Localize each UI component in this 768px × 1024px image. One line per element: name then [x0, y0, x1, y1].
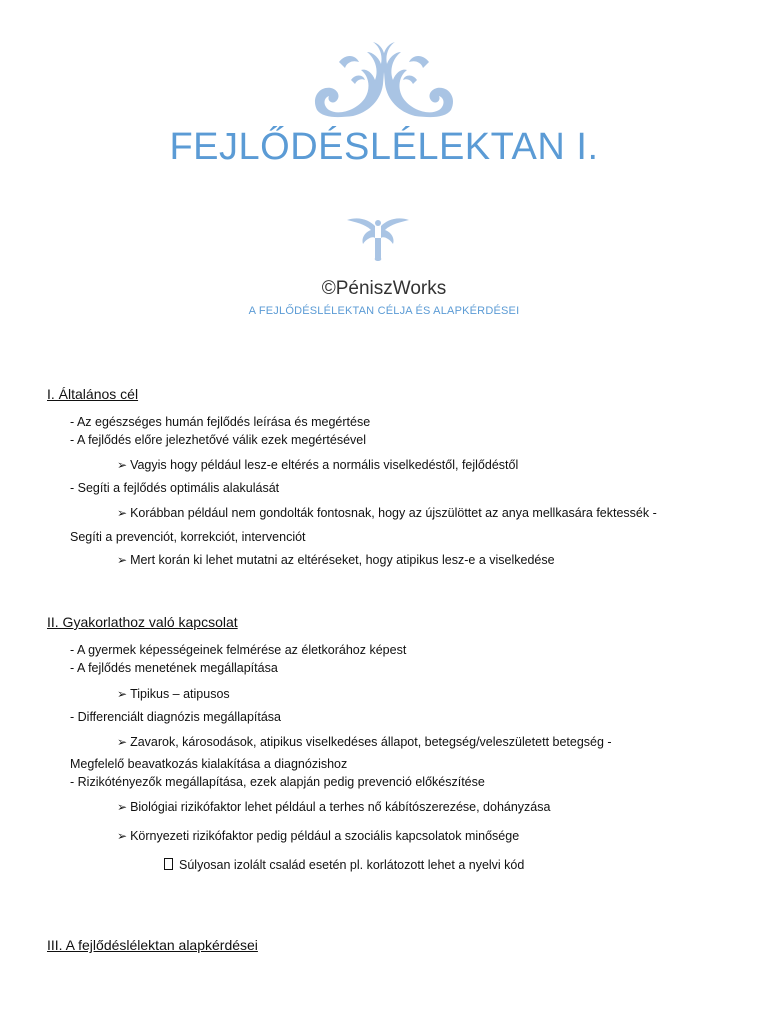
square-bullet-icon: [164, 858, 173, 870]
floral-divider-icon: [345, 214, 411, 264]
floral-ornament-icon: [309, 40, 459, 118]
list-item: - Segíti a fejlődés optimális alakulását: [70, 481, 280, 495]
list-item: ➢ Környezeti rizikófaktor pedig például a szociális kapcsolatok minősége: [117, 829, 520, 843]
author-credit: ©PéniszWorks: [321, 278, 447, 299]
arrow-bullet-icon: ➢: [117, 506, 128, 520]
arrow-bullet-icon: ➢: [117, 687, 128, 701]
list-item: ➢ Tipikus – atipusos: [117, 687, 230, 701]
arrow-bullet-icon: ➢: [117, 458, 128, 472]
section-heading-2: II. Gyakorlathoz való kapcsolat: [47, 614, 238, 630]
list-item: ➢ Mert korán ki lehet mutatni az eltéréseket, hogy atipikus lesz-e a viselkedése: [117, 553, 555, 567]
section-heading-1: I. Általános cél: [47, 386, 139, 402]
document-subtitle: A FEJLŐDÉSLÉLEKTAN CÉLJA ÉS ALAPKÉRDÉSEI: [248, 305, 520, 317]
list-item: - Az egészséges humán fejlődés leírása és megértése: [70, 415, 371, 429]
list-item: - A gyermek képességeinek felmérése az életkorához képest: [70, 643, 407, 657]
list-item: - A fejlődés menetének megállapítása: [70, 661, 278, 675]
list-item: Megfelelő beavatkozás kialakítása a diagnózishoz: [70, 757, 348, 771]
arrow-bullet-icon: ➢: [117, 829, 128, 843]
list-item: - Rizikótényezők megállapítása, ezek alapján pedig prevenció előkészítése: [70, 775, 485, 789]
list-item: ➢ Biológiai rizikófaktor lehet például a terhes nő kábítószerezése, dohányzása: [117, 800, 551, 814]
list-item: ➢ Korábban például nem gondolták fontosnak, hogy az újszülöttet az anya mellkasára fektessék -: [117, 506, 657, 520]
document-title: FEJLŐDÉSLÉLEKTAN I.: [169, 126, 599, 168]
list-item: - Differenciált diagnózis megállapítása: [70, 710, 281, 724]
arrow-bullet-icon: ➢: [117, 553, 128, 567]
list-item: - A fejlődés előre jelezhetővé válik ezek megértésével: [70, 433, 366, 447]
section-heading-3: III. A fejlődéslélektan alapkérdései: [47, 937, 258, 953]
list-item: Súlyosan izolált család esetén pl. korlátozott lehet a nyelvi kód: [164, 858, 524, 872]
list-item: ➢ Zavarok, károsodások, atipikus viselkedéses állapot, betegség/veleszületett betegség -: [117, 735, 612, 749]
list-item: Segíti a prevenciót, korrekciót, intervenciót: [70, 530, 306, 544]
list-item: ➢ Vagyis hogy például lesz-e eltérés a normális viselkedéstől, fejlődéstől: [117, 458, 519, 472]
arrow-bullet-icon: ➢: [117, 735, 128, 749]
arrow-bullet-icon: ➢: [117, 800, 128, 814]
